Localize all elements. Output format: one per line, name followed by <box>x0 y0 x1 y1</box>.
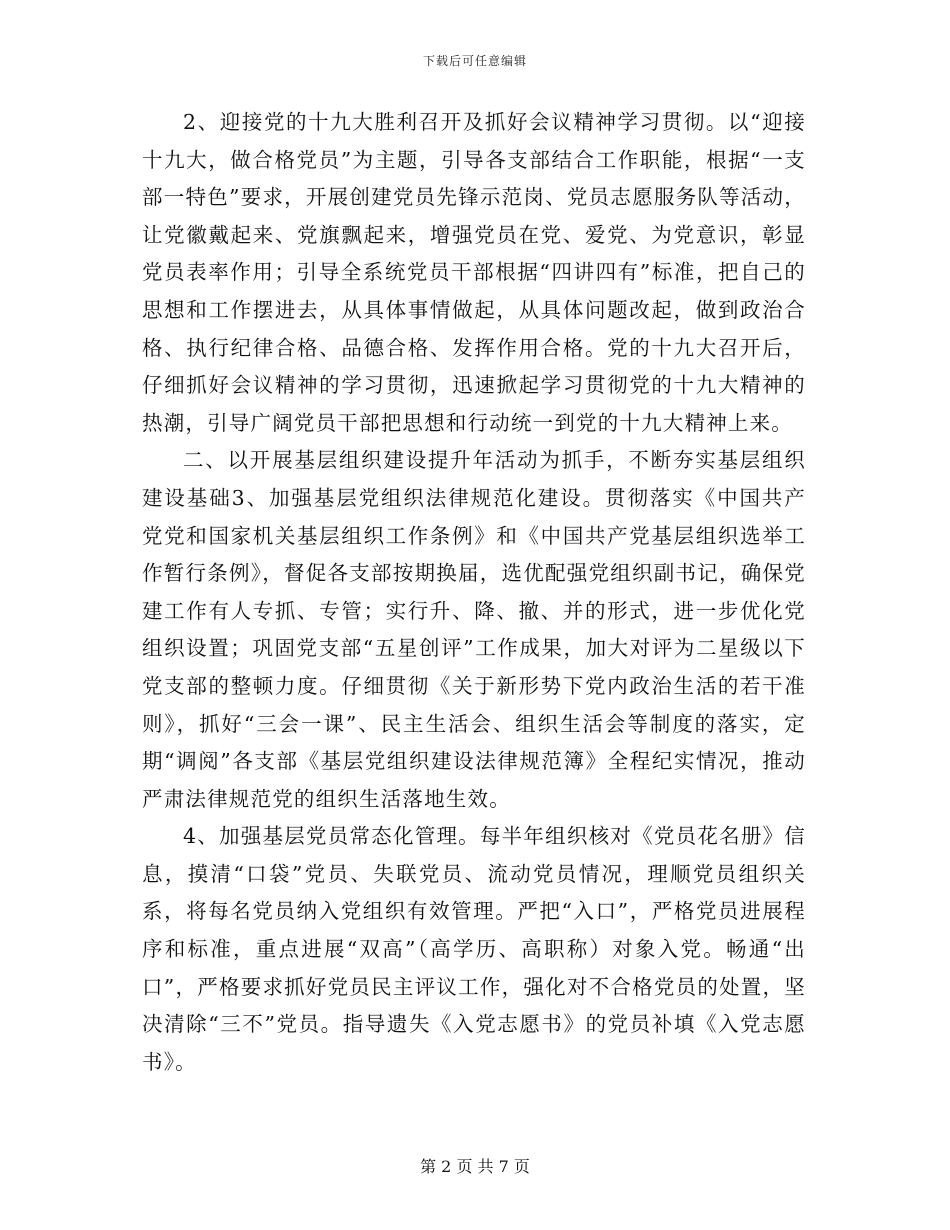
paragraph-member-management: 4、加强基层党员常态化管理。每半年组织核对《党员花名册》信息，摸清“口袋”党员、失联党员、流动党员情况，理顺党员组织关系，将每名党员纳入党组织有效管理。严把“入口”，严格党员进展程序和标准，重点进展“双高”（高学历、高职称）对象入党。畅通“出口”，严格要求抓好党员民主评议工作，强化对不合格党员的处置，坚决清除“三不”党员。指导遗失《入党志愿书》的党员补填《入党志愿书》。 <box>142 824 806 1074</box>
page-number-footer: 第 2 页 共 7 页 <box>420 1157 530 1176</box>
paragraph-grassroots-organization: 二、以开展基层组织建设提升年活动为抓手，不断夯实基层组织建设基础3、加强基层党组织法律规范化建设。贯彻落实《中国共产党党和国家机关基层组织工作条例》和《中国共产党基层组织选举工作暂行条例》，督促各支部按期换届，选优配强党组织副书记，确保党建工作有人专抓、专管；实行升、降、撤、并的形式，进一步优化党组织设置；巩固党支部“五星创评”工作成果，加大对评为二星级以下党支部的整顿力度。仔细贯彻《关于新形势下党内政治生活的若干准则》，抓好“三会一课”、民主生活会、组织生活会等制度的落实，定期“调阅”各支部《基层党组织建设法律规范簿》全程纪实情况，推动严肃法律规范党的组织生活落地生效。 <box>142 448 806 811</box>
document-body <box>142 104 806 1081</box>
paragraph-party-congress: 2、迎接党的十九大胜利召开及抓好会议精神学习贯彻。以“迎接十九大，做合格党员”为主题，引导各支部结合工作职能，根据“一支部一特色”要求，开展创建党员先锋示范岗、党员志愿服务队等活动，让党徽戴起来、党旗飘起来，增强党员在党、爱党、为党意识，彰显党员表率作用；引导全系统党员干部根据“四讲四有”标准，把自己的思想和工作摆进去，从具体事情做起，从具体问题改起，做到政治合格、执行纪律合格、品德合格、发挥作用合格。党的十九大召开后，仔细抓好会议精神的学习贯彻，迅速掀起学习贯彻党的十九大精神的热潮，引导广阔党员干部把思想和行动统一到党的十九大精神上来。 <box>142 110 806 435</box>
page-header: 下载后可任意编辑 <box>422 54 527 68</box>
